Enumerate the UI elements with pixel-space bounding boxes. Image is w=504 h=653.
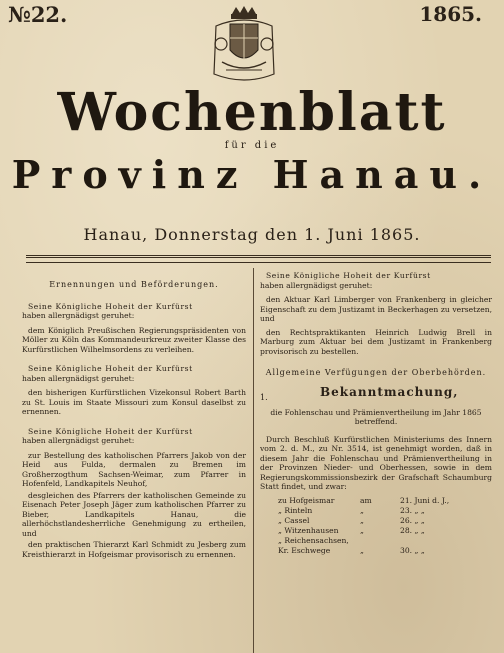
block-head: Seine Königliche Hoheit der Kurfürst — [28, 426, 193, 436]
schedule-row: „ Cassel „ 26. „ „ — [278, 515, 425, 525]
schedule-row: Kr. Eschwege „ 30. „ „ — [278, 545, 425, 555]
dateline: Hanau, Donnerstag den 1. Juni 1865. — [83, 225, 421, 244]
block-entry: dem Königlich Preußischen Regierungspräsidenten von Möller zu Köln das Kommandeurkreuz zweiter Klasse des Kurfürstlichen Wilhelmsordens zu verleihen. — [22, 325, 246, 354]
block-entry: den praktischen Thierarzt Karl Schmidt zu Jesberg zum Kreisthierarzt in Hofgeismar provisorisch zu ernennen. — [22, 540, 246, 559]
issue-number: №22. — [8, 2, 68, 27]
schedule-row: „ Rinteln „ 23. „ „ — [278, 505, 425, 515]
announcement-block — [22, 302, 246, 355]
notice-title-row — [260, 384, 492, 406]
block-head: Seine Königliche Hoheit der Kurfürst — [28, 301, 193, 311]
schedule-row: „ Witzenhausen „ 28. „ „ — [278, 525, 425, 535]
schedule-row: „ Reichensachsen, — [278, 535, 349, 545]
header-rule-double — [26, 255, 491, 258]
block-sub: haben allergnädigst geruhet: — [22, 311, 135, 320]
announcement-block — [22, 364, 246, 417]
block-head: Seine Königliche Hoheit der Kurfürst — [266, 271, 431, 280]
block-sub: haben allergnädigst geruhet: — [22, 436, 135, 445]
block-entry: desgleichen des Pfarrers der katholischen Gemeinde zu Eisenach Peter Joseph Jäger zum katholischen Pfarrer zu Bieber, Landkapitels Hanau, die allerhöchstlandesherrliche Genehmigung zu ertheilen, und — [22, 490, 246, 538]
notice-number: 1. — [260, 392, 268, 402]
masthead-subtitle: für die — [224, 140, 280, 151]
block-head: Seine Königliche Hoheit der Kurfürst — [28, 364, 193, 373]
block-entry: den Rechtspraktikanten Heinrich Ludwig Brell in Marburg zum Aktuar bei dem Justizamt in Frankenberg provisorisch zu bestellen. — [260, 327, 492, 356]
left-column — [22, 270, 246, 561]
block-sub: haben allergnädigst geruhet: — [22, 373, 135, 383]
notice-body: Durch Beschluß Kurfürstlichen Ministeriums des Innern vom 2. d. M., zu Nr. 3514, ist genehmigt worden, daß in diesem Jahr die Fohlenschau und Prämienvertheilung in der Provinzen Nieder- und Oberhessen, sowie in dem Regierungskommissionsbezirk der Grafschaft Schaumburg Statt findet, und zwar: — [260, 434, 492, 491]
coat-of-arms-icon — [204, 4, 284, 86]
block-entry: den bisherigen Kurfürstlichen Vizekonsul Robert Barth zu St. Louis im Staate Missouri zum Konsul daselbst zu ernennen. — [22, 388, 246, 416]
column-divider — [253, 268, 254, 653]
schedule-row: zu Hofgeismar am 21. Juni d. J., — [278, 495, 450, 505]
announcement-block — [260, 271, 492, 356]
right-column — [260, 268, 492, 556]
block-entry: zur Bestellung des katholischen Pfarrers Jakob von der Heid aus Fulda, dermalen zu Bremen im Großherzogthum Sachsen-Weimar, zum Pfarrer in Hofenfeld, Landkapitels Neuhof, — [22, 450, 246, 488]
section-heading: Allgemeine Verfügungen der Oberbehörden. — [265, 368, 487, 377]
masthead-title: Wochenblatt — [57, 82, 447, 143]
block-entry: den Aktuar Karl Limberger von Frankenberg in gleicher Eigenschaft zu dem Justizamt in Beckerhagen zu versetzen, und — [260, 295, 492, 323]
header-rule-thin — [26, 262, 491, 263]
masthead-region: Provinz Hanau. — [11, 152, 493, 197]
section-heading: Ernennungen und Beförderungen. — [49, 280, 219, 289]
notice-title: Bekanntmachung, — [320, 384, 459, 399]
issue-year: 1865. — [419, 2, 482, 26]
announcement-block — [22, 427, 246, 560]
block-sub: haben allergnädigst geruhet: — [260, 280, 373, 290]
schedule-list — [278, 496, 492, 556]
notice-subject: die Fohlenschau und Prämienvertheilung im Jahr 1865 betreffend. — [270, 407, 482, 426]
